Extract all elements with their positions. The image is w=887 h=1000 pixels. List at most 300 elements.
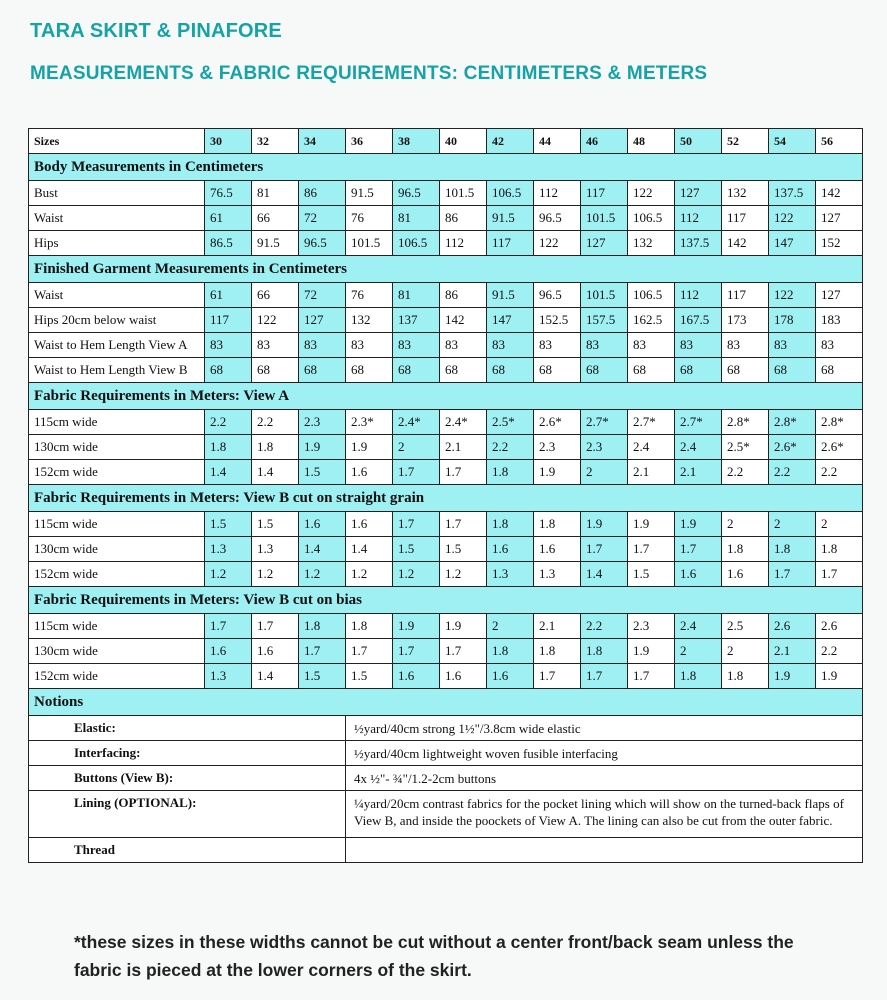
table-cell: 68 bbox=[393, 358, 440, 383]
table-row bbox=[29, 308, 863, 333]
table-cell: 1.9 bbox=[816, 664, 863, 689]
notion-row bbox=[29, 766, 863, 791]
table-cell: 83 bbox=[722, 333, 769, 358]
size-chart-table bbox=[28, 128, 863, 863]
table-row bbox=[29, 460, 863, 485]
table-cell: 2 bbox=[722, 512, 769, 537]
table-row bbox=[29, 206, 863, 231]
table-cell: 1.8 bbox=[346, 614, 393, 639]
row-label: Hips 20cm below waist bbox=[29, 308, 205, 333]
table-cell: 1.8 bbox=[534, 512, 581, 537]
table-cell: 68 bbox=[346, 358, 393, 383]
table-cell: 101.5 bbox=[581, 283, 628, 308]
table-cell: 83 bbox=[205, 333, 252, 358]
notions-header-row bbox=[29, 689, 863, 716]
table-cell: 122 bbox=[769, 206, 816, 231]
table-cell: 1.6 bbox=[393, 664, 440, 689]
table-cell: 61 bbox=[205, 206, 252, 231]
footnote: *these sizes in these widths cannot be cut without a center front/back seam unless the fabric is pieced at the lower corners of the skirt. bbox=[74, 932, 794, 980]
table-cell: 83 bbox=[675, 333, 722, 358]
table-cell: 2.4 bbox=[628, 435, 675, 460]
table-cell: 1.9 bbox=[628, 639, 675, 664]
row-label: 115cm wide bbox=[29, 614, 205, 639]
table-cell: 86 bbox=[440, 206, 487, 231]
table-cell: 2.6* bbox=[769, 435, 816, 460]
size-header-cell: 42 bbox=[487, 129, 534, 154]
row-label: 152cm wide bbox=[29, 460, 205, 485]
size-header-cell: 32 bbox=[252, 129, 299, 154]
table-cell: 81 bbox=[252, 181, 299, 206]
table-cell: 83 bbox=[346, 333, 393, 358]
table-cell: 112 bbox=[440, 231, 487, 256]
table-cell: 2.2 bbox=[722, 460, 769, 485]
table-cell: 68 bbox=[205, 358, 252, 383]
table-cell: 1.2 bbox=[299, 562, 346, 587]
table-cell: 1.6 bbox=[675, 562, 722, 587]
table-cell: 2.6* bbox=[534, 410, 581, 435]
table-cell: 2.1 bbox=[534, 614, 581, 639]
row-label: Waist to Hem Length View A bbox=[29, 333, 205, 358]
row-label: Bust bbox=[29, 181, 205, 206]
table-cell: 1.3 bbox=[534, 562, 581, 587]
size-header-cell: 54 bbox=[769, 129, 816, 154]
table-cell: 96.5 bbox=[534, 206, 581, 231]
table-cell: 1.8 bbox=[769, 537, 816, 562]
table-cell: 142 bbox=[816, 181, 863, 206]
table-cell: 2.2 bbox=[205, 410, 252, 435]
table-row bbox=[29, 664, 863, 689]
table-cell: 157.5 bbox=[581, 308, 628, 333]
table-cell: 106.5 bbox=[628, 206, 675, 231]
table-cell: 2.4 bbox=[675, 435, 722, 460]
section-header-row bbox=[29, 383, 863, 410]
row-label: 130cm wide bbox=[29, 639, 205, 664]
table-cell: 1.8 bbox=[816, 537, 863, 562]
table-cell: 152 bbox=[816, 231, 863, 256]
table-row bbox=[29, 333, 863, 358]
table-cell: 1.5 bbox=[299, 460, 346, 485]
table-cell: 1.9 bbox=[440, 614, 487, 639]
table-row bbox=[29, 358, 863, 383]
table-cell: 76 bbox=[346, 206, 393, 231]
table-cell: 68 bbox=[581, 358, 628, 383]
table-cell: 1.7 bbox=[393, 460, 440, 485]
table-cell: 1.6 bbox=[252, 639, 299, 664]
table-cell: 1.9 bbox=[299, 435, 346, 460]
table-cell: 127 bbox=[816, 283, 863, 308]
table-row bbox=[29, 283, 863, 308]
table-cell: 1.9 bbox=[675, 512, 722, 537]
table-cell: 101.5 bbox=[346, 231, 393, 256]
table-cell: 1.7 bbox=[769, 562, 816, 587]
table-cell: 1.6 bbox=[487, 664, 534, 689]
table-cell: 2.1 bbox=[769, 639, 816, 664]
table-cell: 83 bbox=[581, 333, 628, 358]
table-cell: 1.8 bbox=[675, 664, 722, 689]
table-cell: 1.5 bbox=[440, 537, 487, 562]
table-cell: 81 bbox=[393, 206, 440, 231]
table-cell: 1.7 bbox=[205, 614, 252, 639]
table-cell: 2.1 bbox=[440, 435, 487, 460]
notion-text: 4x ½"- ¾"/1.2-2cm buttons bbox=[346, 766, 863, 791]
table-cell: 2.2 bbox=[816, 460, 863, 485]
section-title: Fabric Requirements in Meters: View A bbox=[29, 383, 863, 410]
size-header-cell: 30 bbox=[205, 129, 252, 154]
table-cell: 1.9 bbox=[393, 614, 440, 639]
table-cell: 132 bbox=[628, 231, 675, 256]
table-cell: 1.4 bbox=[346, 537, 393, 562]
table-cell: 2.7* bbox=[628, 410, 675, 435]
sizes-label: Sizes bbox=[29, 129, 205, 154]
table-cell: 1.6 bbox=[299, 512, 346, 537]
table-cell: 1.3 bbox=[205, 537, 252, 562]
notion-label: Elastic: bbox=[29, 716, 346, 741]
table-cell: 1.6 bbox=[205, 639, 252, 664]
section-header-row bbox=[29, 485, 863, 512]
table-cell: 83 bbox=[440, 333, 487, 358]
table-cell: 1.7 bbox=[816, 562, 863, 587]
table-cell: 2.7* bbox=[581, 410, 628, 435]
table-cell: 2.3 bbox=[628, 614, 675, 639]
table-cell: 2.3* bbox=[346, 410, 393, 435]
table-cell: 112 bbox=[675, 206, 722, 231]
table-cell: 2.8* bbox=[816, 410, 863, 435]
table-cell: 112 bbox=[534, 181, 581, 206]
section-header-row bbox=[29, 587, 863, 614]
page-title: TARA SKIRT & PINAFORE bbox=[30, 20, 282, 42]
table-cell: 86 bbox=[299, 181, 346, 206]
table-cell: 2.2 bbox=[769, 460, 816, 485]
table-cell: 1.7 bbox=[252, 614, 299, 639]
table-cell: 81 bbox=[393, 283, 440, 308]
table-cell: 1.7 bbox=[440, 639, 487, 664]
table-cell: 83 bbox=[252, 333, 299, 358]
table-cell: 1.7 bbox=[534, 664, 581, 689]
table-cell: 137.5 bbox=[769, 181, 816, 206]
table-cell: 1.8 bbox=[722, 664, 769, 689]
table-cell: 2.1 bbox=[628, 460, 675, 485]
table-cell: 1.7 bbox=[628, 537, 675, 562]
table-cell: 1.6 bbox=[440, 664, 487, 689]
table-cell: 1.4 bbox=[299, 537, 346, 562]
table-cell: 1.9 bbox=[769, 664, 816, 689]
table-cell: 132 bbox=[346, 308, 393, 333]
table-cell: 122 bbox=[769, 283, 816, 308]
table-cell: 1.6 bbox=[722, 562, 769, 587]
table-cell: 76 bbox=[346, 283, 393, 308]
table-cell: 2 bbox=[393, 435, 440, 460]
table-cell: 1.8 bbox=[487, 512, 534, 537]
table-cell: 1.5 bbox=[628, 562, 675, 587]
row-label: 115cm wide bbox=[29, 512, 205, 537]
size-header-cell: 46 bbox=[581, 129, 628, 154]
table-cell: 2.2 bbox=[816, 639, 863, 664]
table-cell: 117 bbox=[487, 231, 534, 256]
table-cell: 1.2 bbox=[252, 562, 299, 587]
table-cell: 122 bbox=[534, 231, 581, 256]
table-row bbox=[29, 435, 863, 460]
row-label: 152cm wide bbox=[29, 562, 205, 587]
notion-label: Thread bbox=[29, 838, 346, 863]
table-cell: 122 bbox=[628, 181, 675, 206]
table-cell: 68 bbox=[534, 358, 581, 383]
table-cell: 2.6 bbox=[769, 614, 816, 639]
section-title: Body Measurements in Centimeters bbox=[29, 154, 863, 181]
table-cell: 2.6 bbox=[816, 614, 863, 639]
table-cell: 183 bbox=[816, 308, 863, 333]
table-cell: 162.5 bbox=[628, 308, 675, 333]
table-cell: 2.8* bbox=[769, 410, 816, 435]
table-cell: 1.9 bbox=[534, 460, 581, 485]
table-cell: 178 bbox=[769, 308, 816, 333]
table-cell: 1.3 bbox=[205, 664, 252, 689]
table-cell: 2.2 bbox=[487, 435, 534, 460]
notion-row bbox=[29, 741, 863, 766]
table-cell: 1.8 bbox=[581, 639, 628, 664]
table-cell: 132 bbox=[722, 181, 769, 206]
row-label: Waist to Hem Length View B bbox=[29, 358, 205, 383]
notion-label: Lining (OPTIONAL): bbox=[29, 791, 346, 838]
table-cell: 1.8 bbox=[487, 460, 534, 485]
section-title: Fabric Requirements in Meters: View B cut on straight grain bbox=[29, 485, 863, 512]
table-cell: 68 bbox=[722, 358, 769, 383]
notion-text: ½yard/40cm strong 1½"/3.8cm wide elastic bbox=[346, 716, 863, 741]
table-cell: 117 bbox=[722, 206, 769, 231]
notion-row bbox=[29, 791, 863, 838]
table-cell: 86.5 bbox=[205, 231, 252, 256]
table-cell: 142 bbox=[440, 308, 487, 333]
size-header-cell: 52 bbox=[722, 129, 769, 154]
table-cell: 2.4* bbox=[393, 410, 440, 435]
table-cell: 101.5 bbox=[581, 206, 628, 231]
row-label: 130cm wide bbox=[29, 435, 205, 460]
table-cell: 1.7 bbox=[440, 460, 487, 485]
section-title: Finished Garment Measurements in Centimeters bbox=[29, 256, 863, 283]
table-cell: 91.5 bbox=[487, 206, 534, 231]
table-cell: 68 bbox=[628, 358, 675, 383]
table-cell: 2.2 bbox=[252, 410, 299, 435]
size-header-cell: 38 bbox=[393, 129, 440, 154]
size-header-cell: 36 bbox=[346, 129, 393, 154]
table-cell: 1.7 bbox=[581, 537, 628, 562]
table-cell: 2.1 bbox=[675, 460, 722, 485]
table-cell: 1.9 bbox=[628, 512, 675, 537]
table-cell: 2.3 bbox=[534, 435, 581, 460]
sizes-header-row bbox=[29, 129, 863, 154]
row-label: 130cm wide bbox=[29, 537, 205, 562]
table-cell: 2 bbox=[675, 639, 722, 664]
table-cell: 137 bbox=[393, 308, 440, 333]
page-subtitle: MEASUREMENTS & FABRIC REQUIREMENTS: CENTIMETERS & METERS bbox=[30, 63, 708, 84]
table-cell: 1.5 bbox=[252, 512, 299, 537]
row-label: 115cm wide bbox=[29, 410, 205, 435]
table-cell: 1.7 bbox=[393, 512, 440, 537]
table-cell: 122 bbox=[252, 308, 299, 333]
table-cell: 68 bbox=[487, 358, 534, 383]
table-cell: 83 bbox=[299, 333, 346, 358]
table-cell: 1.3 bbox=[487, 562, 534, 587]
table-cell: 137.5 bbox=[675, 231, 722, 256]
table-cell: 2.8* bbox=[722, 410, 769, 435]
table-row bbox=[29, 639, 863, 664]
table-cell: 1.6 bbox=[487, 537, 534, 562]
table-cell: 68 bbox=[252, 358, 299, 383]
table-cell: 106.5 bbox=[487, 181, 534, 206]
table-cell: 83 bbox=[393, 333, 440, 358]
table-cell: 1.4 bbox=[252, 664, 299, 689]
notion-row bbox=[29, 716, 863, 741]
table-cell: 91.5 bbox=[487, 283, 534, 308]
table-cell: 1.7 bbox=[440, 512, 487, 537]
table-cell: 2 bbox=[487, 614, 534, 639]
table-cell: 1.5 bbox=[205, 512, 252, 537]
table-row bbox=[29, 410, 863, 435]
table-cell: 1.8 bbox=[252, 435, 299, 460]
table-cell: 1.4 bbox=[581, 562, 628, 587]
table-cell: 101.5 bbox=[440, 181, 487, 206]
size-header-cell: 56 bbox=[816, 129, 863, 154]
table-cell: 117 bbox=[581, 181, 628, 206]
table-cell: 1.5 bbox=[299, 664, 346, 689]
table-cell: 96.5 bbox=[299, 231, 346, 256]
table-cell: 83 bbox=[487, 333, 534, 358]
size-header-cell: 50 bbox=[675, 129, 722, 154]
table-cell: 83 bbox=[534, 333, 581, 358]
table-cell: 147 bbox=[487, 308, 534, 333]
section-header-row bbox=[29, 256, 863, 283]
notion-text: ¼yard/20cm contrast fabrics for the pocket lining which will show on the turned-back flaps of View B, and inside the poockets of View A. The lining can also be cut from the outer fabric. bbox=[346, 791, 863, 838]
table-cell: 2.5 bbox=[722, 614, 769, 639]
table-cell: 127 bbox=[299, 308, 346, 333]
section-title: Fabric Requirements in Meters: View B cut on bias bbox=[29, 587, 863, 614]
table-cell: 1.7 bbox=[581, 664, 628, 689]
table-cell: 2.4* bbox=[440, 410, 487, 435]
table-cell: 106.5 bbox=[628, 283, 675, 308]
table-row bbox=[29, 231, 863, 256]
table-cell: 76.5 bbox=[205, 181, 252, 206]
table-cell: 127 bbox=[816, 206, 863, 231]
row-label: Hips bbox=[29, 231, 205, 256]
table-cell: 68 bbox=[299, 358, 346, 383]
table-cell: 127 bbox=[581, 231, 628, 256]
table-cell: 2.5* bbox=[722, 435, 769, 460]
table-row bbox=[29, 562, 863, 587]
size-header-cell: 40 bbox=[440, 129, 487, 154]
table-cell: 1.6 bbox=[346, 460, 393, 485]
table-cell: 112 bbox=[675, 283, 722, 308]
table-cell: 147 bbox=[769, 231, 816, 256]
table-cell: 1.8 bbox=[299, 614, 346, 639]
table-cell: 2 bbox=[581, 460, 628, 485]
table-cell: 2.7* bbox=[675, 410, 722, 435]
table-cell: 68 bbox=[816, 358, 863, 383]
table-cell: 68 bbox=[675, 358, 722, 383]
table-cell: 83 bbox=[769, 333, 816, 358]
table-cell: 72 bbox=[299, 283, 346, 308]
row-label: Waist bbox=[29, 206, 205, 231]
table-cell: 1.2 bbox=[205, 562, 252, 587]
table-cell: 1.7 bbox=[675, 537, 722, 562]
size-header-cell: 34 bbox=[299, 129, 346, 154]
notion-text: ½yard/40cm lightweight woven fusible interfacing bbox=[346, 741, 863, 766]
table-cell: 66 bbox=[252, 206, 299, 231]
section-header-row bbox=[29, 154, 863, 181]
table-cell: 1.8 bbox=[722, 537, 769, 562]
table-cell: 1.9 bbox=[346, 435, 393, 460]
row-label: Waist bbox=[29, 283, 205, 308]
table-cell: 1.9 bbox=[581, 512, 628, 537]
notion-row bbox=[29, 838, 863, 863]
table-cell: 2.3 bbox=[299, 410, 346, 435]
table-cell: 1.2 bbox=[440, 562, 487, 587]
table-cell: 1.7 bbox=[393, 639, 440, 664]
table-cell: 1.6 bbox=[346, 512, 393, 537]
table-cell: 1.5 bbox=[346, 664, 393, 689]
table-cell: 96.5 bbox=[534, 283, 581, 308]
table-cell: 1.2 bbox=[393, 562, 440, 587]
table-cell: 152.5 bbox=[534, 308, 581, 333]
table-cell: 117 bbox=[722, 283, 769, 308]
table-cell: 86 bbox=[440, 283, 487, 308]
table-cell: 1.4 bbox=[252, 460, 299, 485]
notion-text bbox=[346, 838, 863, 863]
notions-title: Notions bbox=[29, 689, 863, 716]
table-cell: 1.6 bbox=[534, 537, 581, 562]
table-cell: 173 bbox=[722, 308, 769, 333]
table-cell: 167.5 bbox=[675, 308, 722, 333]
size-header-cell: 44 bbox=[534, 129, 581, 154]
table-cell: 2 bbox=[816, 512, 863, 537]
table-cell: 2.6* bbox=[816, 435, 863, 460]
table-cell: 106.5 bbox=[393, 231, 440, 256]
table-cell: 83 bbox=[628, 333, 675, 358]
table-cell: 91.5 bbox=[346, 181, 393, 206]
table-cell: 91.5 bbox=[252, 231, 299, 256]
table-cell: 1.8 bbox=[487, 639, 534, 664]
table-cell: 1.3 bbox=[252, 537, 299, 562]
table-cell: 1.2 bbox=[346, 562, 393, 587]
table-cell: 127 bbox=[675, 181, 722, 206]
table-cell: 1.4 bbox=[205, 460, 252, 485]
table-cell: 1.7 bbox=[628, 664, 675, 689]
table-row bbox=[29, 614, 863, 639]
table-cell: 83 bbox=[816, 333, 863, 358]
table-cell: 1.8 bbox=[205, 435, 252, 460]
row-label: 152cm wide bbox=[29, 664, 205, 689]
size-header-cell: 48 bbox=[628, 129, 675, 154]
table-cell: 1.7 bbox=[299, 639, 346, 664]
table-cell: 2.2 bbox=[581, 614, 628, 639]
table-row bbox=[29, 512, 863, 537]
table-cell: 1.5 bbox=[393, 537, 440, 562]
table-cell: 72 bbox=[299, 206, 346, 231]
table-cell: 96.5 bbox=[393, 181, 440, 206]
table-cell: 66 bbox=[252, 283, 299, 308]
table-cell: 68 bbox=[440, 358, 487, 383]
table-cell: 2.3 bbox=[581, 435, 628, 460]
table-cell: 2 bbox=[769, 512, 816, 537]
table-cell: 2.4 bbox=[675, 614, 722, 639]
table-row bbox=[29, 537, 863, 562]
table-cell: 1.8 bbox=[534, 639, 581, 664]
table-cell: 61 bbox=[205, 283, 252, 308]
table-row bbox=[29, 181, 863, 206]
table-cell: 2 bbox=[722, 639, 769, 664]
table-cell: 142 bbox=[722, 231, 769, 256]
table-cell: 117 bbox=[205, 308, 252, 333]
notion-label: Buttons (View B): bbox=[29, 766, 346, 791]
table-cell: 1.7 bbox=[346, 639, 393, 664]
